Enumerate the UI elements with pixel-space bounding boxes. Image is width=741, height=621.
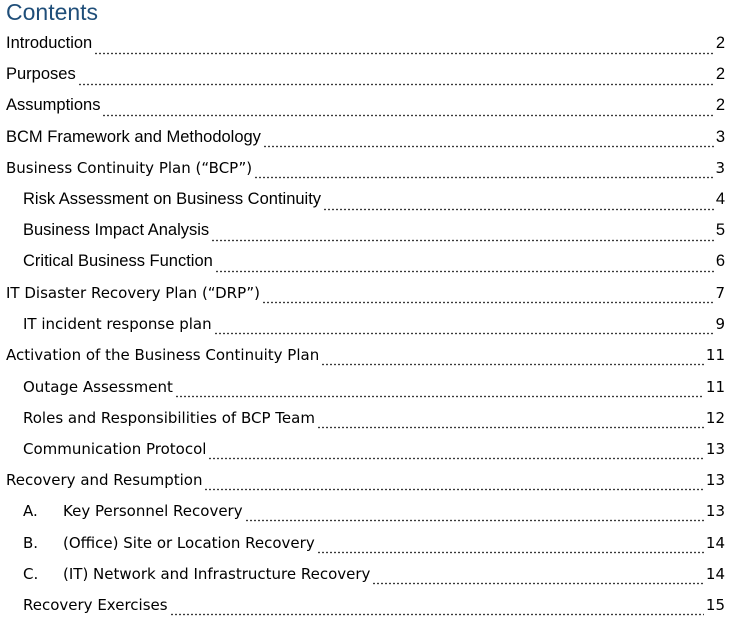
toc-entry-page-number: 3 bbox=[715, 127, 725, 146]
toc-entry[interactable] bbox=[0, 215, 741, 246]
toc-entry-label[interactable]: Purposes bbox=[6, 65, 76, 84]
dot-leader bbox=[214, 323, 714, 335]
toc-entry-page-number: 2 bbox=[715, 34, 725, 53]
toc-entry-page-number: 4 bbox=[715, 190, 725, 209]
toc-entry-label[interactable]: Communication Protocol bbox=[23, 440, 207, 459]
dot-leader bbox=[102, 105, 713, 117]
dot-leader bbox=[317, 417, 704, 429]
toc-entry-page-number: 14 bbox=[705, 564, 725, 583]
toc-entry[interactable] bbox=[0, 433, 741, 464]
dot-leader bbox=[215, 261, 714, 273]
toc-entry-label[interactable]: Key Personnel Recovery bbox=[63, 502, 243, 521]
toc-entry-page-number: 5 bbox=[715, 221, 725, 240]
toc-entry[interactable] bbox=[0, 278, 741, 309]
toc-entry[interactable] bbox=[0, 527, 741, 558]
toc-entry-page-number: 9 bbox=[715, 315, 725, 334]
toc-entry[interactable] bbox=[0, 309, 741, 340]
toc-entry-page-number: 6 bbox=[715, 252, 725, 271]
toc-entry-label[interactable]: (IT) Network and Infrastructure Recovery bbox=[63, 564, 371, 583]
toc-entry-page-number: 7 bbox=[715, 284, 725, 303]
toc-entry[interactable] bbox=[0, 589, 741, 620]
toc-entry-label[interactable]: Business Impact Analysis bbox=[23, 221, 210, 240]
toc-entry-page-number: 13 bbox=[705, 440, 725, 459]
contents-heading: Contents bbox=[6, 0, 99, 25]
toc-entry[interactable] bbox=[0, 496, 741, 527]
toc-entry-label[interactable]: BCM Framework and Methodology bbox=[6, 127, 261, 146]
toc-entry[interactable] bbox=[0, 59, 741, 90]
toc-entry-marker: B. bbox=[23, 533, 39, 552]
toc-entry-page-number: 2 bbox=[715, 65, 725, 84]
dot-leader bbox=[372, 573, 704, 585]
toc-entry-page-number: 13 bbox=[705, 502, 725, 521]
toc-entry-label[interactable]: IT incident response plan bbox=[23, 315, 212, 334]
toc-entry-label[interactable]: Introduction bbox=[6, 34, 93, 53]
dot-leader bbox=[94, 43, 714, 55]
dot-leader bbox=[321, 354, 704, 366]
toc-entry-page-number: 13 bbox=[705, 471, 725, 490]
toc-entry-page-number: 3 bbox=[715, 159, 725, 178]
toc-entry-page-number: 11 bbox=[705, 377, 725, 396]
toc-entry[interactable] bbox=[0, 122, 741, 153]
toc-entry-label[interactable]: Recovery and Resumption bbox=[6, 471, 203, 490]
toc-entry[interactable] bbox=[0, 153, 741, 184]
toc-entry[interactable] bbox=[0, 28, 741, 59]
toc-entry-label[interactable]: IT Disaster Recovery Plan (“DRP”) bbox=[6, 284, 261, 303]
toc-entry[interactable] bbox=[0, 90, 741, 121]
toc-entry[interactable] bbox=[0, 184, 741, 215]
dot-leader bbox=[208, 448, 703, 460]
dot-leader bbox=[317, 542, 704, 554]
toc-entry-label[interactable]: Critical Business Function bbox=[23, 252, 213, 271]
dot-leader bbox=[262, 292, 713, 304]
toc-entry-marker: C. bbox=[23, 564, 39, 583]
dot-leader bbox=[175, 386, 704, 398]
toc-entry[interactable] bbox=[0, 371, 741, 402]
toc-entry[interactable] bbox=[0, 246, 741, 277]
toc-entry-label[interactable]: Roles and Responsibilities of BCP Team bbox=[23, 408, 315, 427]
toc-entry-page-number: 2 bbox=[715, 96, 725, 115]
dot-leader bbox=[211, 230, 714, 242]
dot-leader bbox=[323, 199, 714, 211]
dot-leader bbox=[170, 604, 704, 616]
dot-leader bbox=[254, 167, 713, 179]
toc-entry-label[interactable]: Business Continuity Plan (“BCP”) bbox=[6, 159, 253, 178]
toc-entry-label[interactable]: (Office) Site or Location Recovery bbox=[63, 533, 315, 552]
toc-entry-page-number: 15 bbox=[705, 595, 725, 614]
toc-entry-page-number: 14 bbox=[705, 533, 725, 552]
toc-entry[interactable] bbox=[0, 558, 741, 589]
dot-leader bbox=[78, 74, 714, 86]
toc-entry[interactable] bbox=[0, 465, 741, 496]
toc-entry[interactable] bbox=[0, 402, 741, 433]
toc-entry-label[interactable]: Recovery Exercises bbox=[23, 595, 168, 614]
toc-entry-label[interactable]: Activation of the Business Continuity Plan bbox=[6, 346, 320, 365]
dot-leader bbox=[263, 136, 714, 148]
toc-entry-label[interactable]: Outage Assessment bbox=[23, 377, 173, 396]
toc-entry-page-number: 12 bbox=[705, 408, 725, 427]
dot-leader bbox=[245, 510, 704, 522]
toc-entry-marker: A. bbox=[23, 502, 38, 521]
toc-entry-label[interactable]: Risk Assessment on Business Continuity bbox=[23, 190, 322, 209]
dot-leader bbox=[204, 479, 703, 491]
toc-entry-label[interactable]: Assumptions bbox=[6, 96, 101, 115]
toc-entry-page-number: 11 bbox=[705, 346, 725, 365]
toc-entry[interactable] bbox=[0, 340, 741, 371]
table-of-contents bbox=[0, 28, 741, 621]
